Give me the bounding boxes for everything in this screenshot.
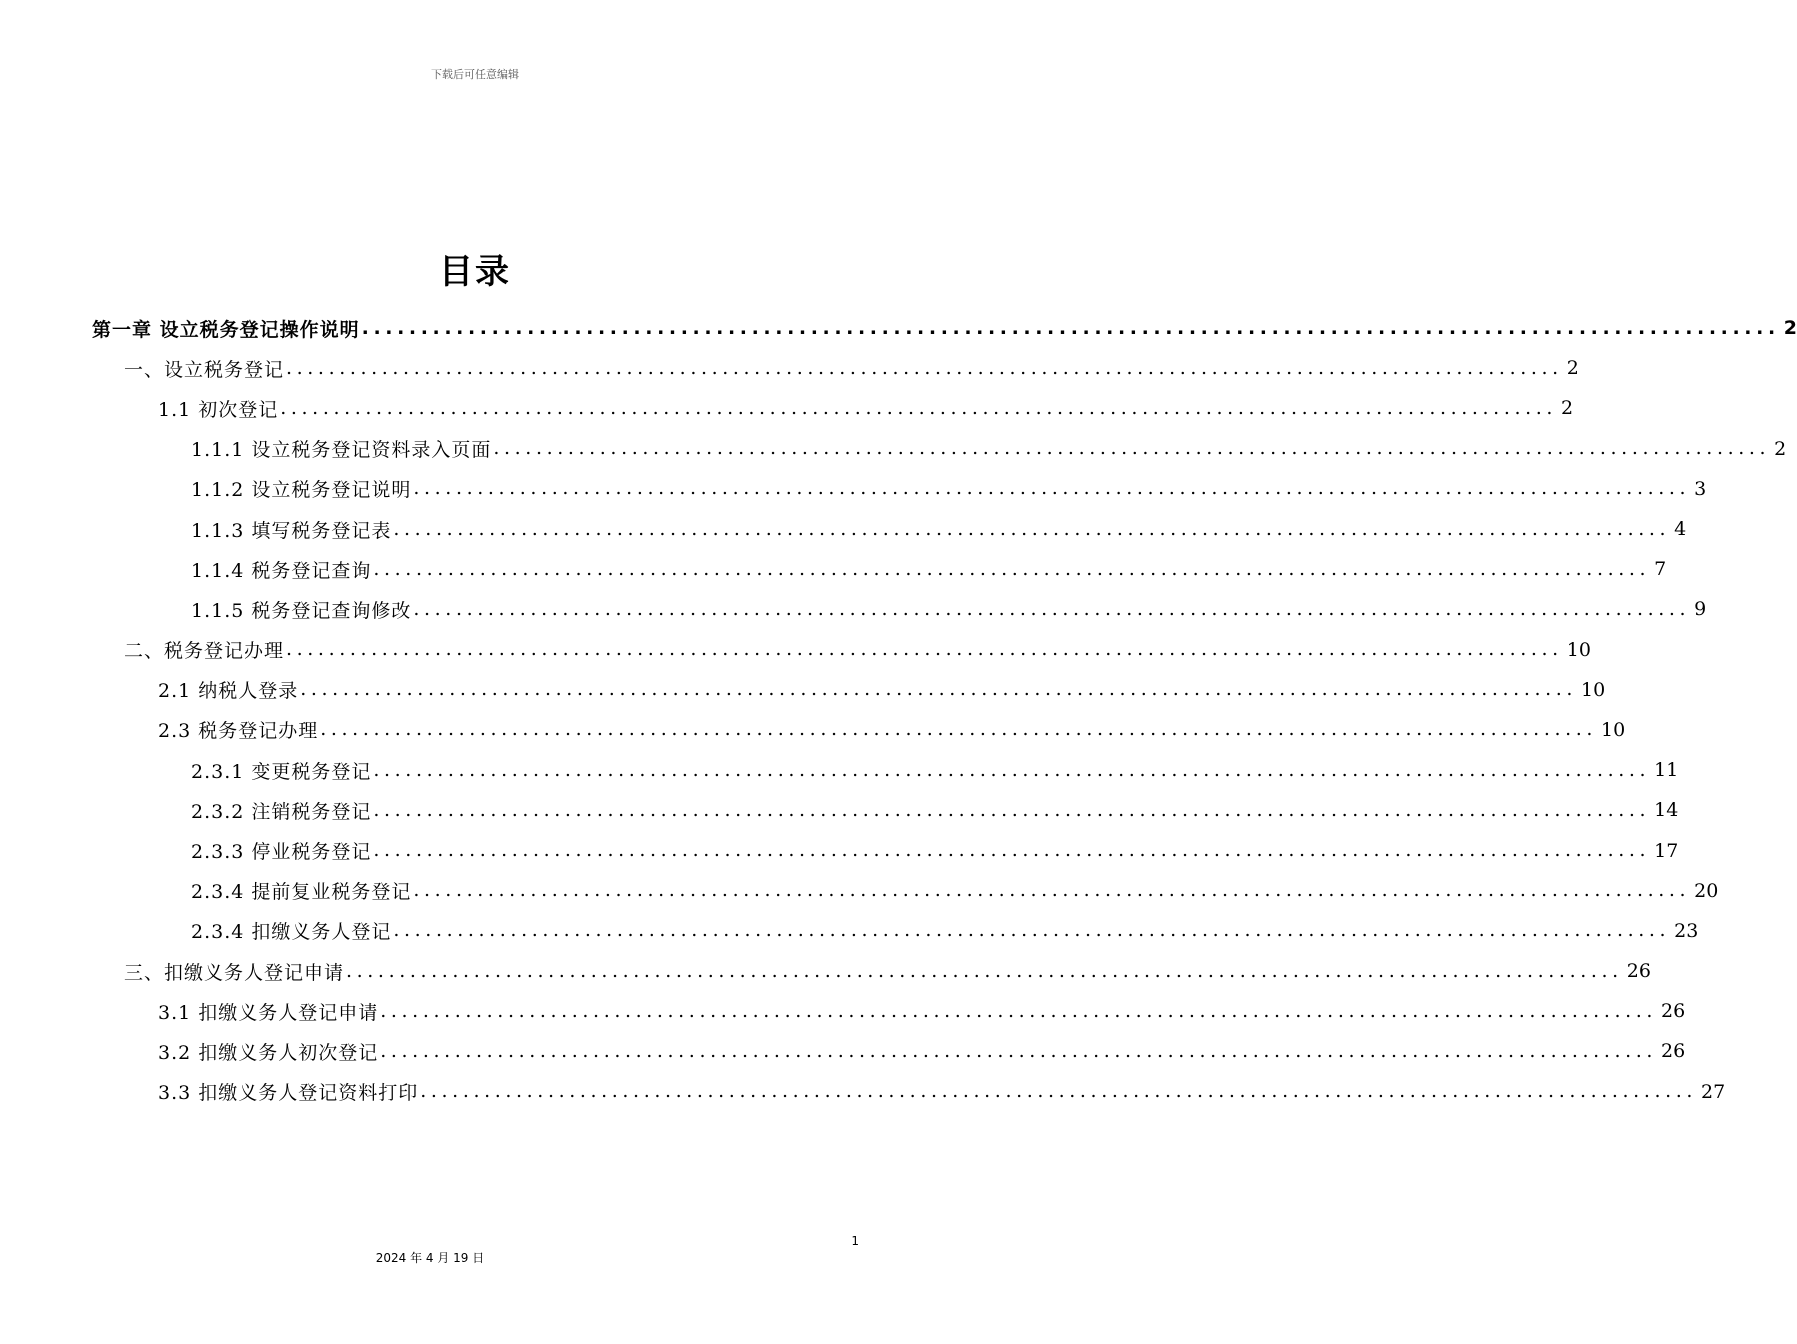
toc-entry[interactable] <box>0 710 1626 750</box>
toc-entry-page: 2 <box>1566 357 1579 380</box>
toc-entry[interactable] <box>0 991 1686 1031</box>
toc-entry-label: 1.1.5 税务登记查询修改 <box>191 599 412 622</box>
toc-entry-label: 2.3.4 提前复业税务登记 <box>191 881 412 904</box>
toc-entry-page: 26 <box>1661 1000 1686 1023</box>
toc-entry-label: 1.1 初次登记 <box>158 398 279 421</box>
toc-entry-label: 3.2 扣缴义务人初次登记 <box>158 1041 379 1064</box>
toc-leader-dots: ........................................................................................................................ <box>413 879 1691 902</box>
toc-entry-page: 2 <box>1783 317 1797 340</box>
toc-entry[interactable] <box>0 790 1679 830</box>
toc-entry-page: 3 <box>1694 477 1707 500</box>
toc-entry[interactable] <box>0 830 1679 870</box>
toc-entry-label: 三、扣缴义务人登记申请 <box>124 961 345 984</box>
toc-entry[interactable] <box>0 670 1606 710</box>
toc-leader-dots: ........................................................................................................................ <box>393 919 1671 942</box>
toc-title: 目录 <box>439 252 511 292</box>
toc-entry-label: 1.1.3 填写税务登记表 <box>191 519 392 542</box>
toc-leader-dots: ........................................................................................................................ <box>493 437 1771 460</box>
toc-entry-page: 2 <box>1774 437 1787 460</box>
toc-leader-dots: ........................................................................................................................ <box>373 758 1651 781</box>
toc-entry-label: 2.3.2 注销税务登记 <box>191 800 372 823</box>
toc-entry-label: 2.3 税务登记办理 <box>158 720 319 743</box>
toc-entry-page: 10 <box>1581 678 1606 701</box>
toc-leader-dots: ........................................................................................................................ <box>413 477 1691 500</box>
toc-leader-dots: ........................................................................................................................ <box>361 316 1780 339</box>
toc-entry[interactable] <box>0 469 1707 509</box>
toc-entry-label: 2.3.3 停业税务登记 <box>191 841 372 864</box>
toc-entry-page: 7 <box>1654 558 1667 581</box>
toc-leader-dots: ........................................................................................................................ <box>373 557 1651 580</box>
toc-entry[interactable] <box>0 348 1579 388</box>
toc-entry-label: 3.3 扣缴义务人登记资料打印 <box>158 1082 419 1105</box>
toc-entry[interactable] <box>0 951 1651 991</box>
toc-entry[interactable] <box>0 308 1797 348</box>
toc-entry-page: 10 <box>1566 638 1591 661</box>
footer-date: 2024 年 4 月 19 日 <box>375 1251 485 1265</box>
toc-entry-page: 10 <box>1601 718 1626 741</box>
toc-entry-label: 1.1.4 税务登记查询 <box>191 559 372 582</box>
toc-entry-page: 14 <box>1654 799 1679 822</box>
page-number: 1 <box>851 1234 859 1248</box>
header-note: 下载后可任意编辑 <box>431 68 519 81</box>
toc-entry[interactable] <box>0 911 1699 951</box>
toc-entry-page: 9 <box>1694 598 1707 621</box>
toc-leader-dots: ........................................................................................................................ <box>393 517 1671 540</box>
toc-entry[interactable] <box>0 509 1687 549</box>
toc-entry-label: 第一章 设立税务登记操作说明 <box>92 318 360 341</box>
toc-entry[interactable] <box>0 871 1719 911</box>
toc-entry[interactable] <box>0 429 1787 469</box>
toc-entry-page: 27 <box>1701 1080 1726 1103</box>
toc-entry-label: 二、税务登记办理 <box>124 640 285 663</box>
toc-leader-dots: ........................................................................................................................ <box>420 1080 1698 1103</box>
toc-entry-page: 26 <box>1626 960 1651 983</box>
toc-entry[interactable] <box>0 1031 1686 1071</box>
toc-entry-label: 一、设立税务登记 <box>124 358 285 381</box>
toc-entry[interactable] <box>0 549 1667 589</box>
toc-entry[interactable] <box>0 589 1707 629</box>
toc-entry-page: 20 <box>1694 879 1719 902</box>
toc-entry-page: 4 <box>1674 518 1687 541</box>
toc-entry-label: 1.1.1 设立税务登记资料录入页面 <box>191 439 492 462</box>
toc-entry-page: 17 <box>1654 839 1679 862</box>
toc-entry-page: 26 <box>1661 1040 1686 1063</box>
toc-leader-dots: ........................................................................................................................ <box>373 839 1651 862</box>
toc-entry[interactable] <box>0 388 1574 428</box>
toc-entry-label: 3.1 扣缴义务人登记申请 <box>158 1001 379 1024</box>
toc-entry[interactable] <box>0 630 1591 670</box>
toc-leader-dots: ........................................................................................................................ <box>286 638 1563 661</box>
toc-leader-dots: ........................................................................................................................ <box>286 356 1563 379</box>
toc-entry[interactable] <box>0 1072 1726 1112</box>
toc-entry-label: 2.1 纳税人登录 <box>158 680 299 703</box>
toc-entry-label: 1.1.2 设立税务登记说明 <box>191 479 412 502</box>
toc-entry-page: 2 <box>1561 397 1574 420</box>
toc-leader-dots: ........................................................................................................................ <box>280 396 1558 419</box>
toc-entry-page: 23 <box>1674 919 1699 942</box>
toc-leader-dots: ........................................................................................................................ <box>320 718 1598 741</box>
toc-entry-label: 2.3.1 变更税务登记 <box>191 760 372 783</box>
toc-leader-dots: ........................................................................................................................ <box>346 959 1623 982</box>
toc-entry-label: 2.3.4 扣缴义务人登记 <box>191 921 392 944</box>
toc-leader-dots: ........................................................................................................................ <box>373 798 1651 821</box>
table-of-contents <box>0 308 1797 1112</box>
toc-leader-dots: ........................................................................................................................ <box>413 597 1691 620</box>
toc-leader-dots: ........................................................................................................................ <box>380 1039 1658 1062</box>
toc-entry[interactable] <box>0 750 1679 790</box>
toc-leader-dots: ........................................................................................................................ <box>380 999 1658 1022</box>
toc-entry-page: 11 <box>1654 759 1679 782</box>
toc-leader-dots: ........................................................................................................................ <box>300 678 1578 701</box>
